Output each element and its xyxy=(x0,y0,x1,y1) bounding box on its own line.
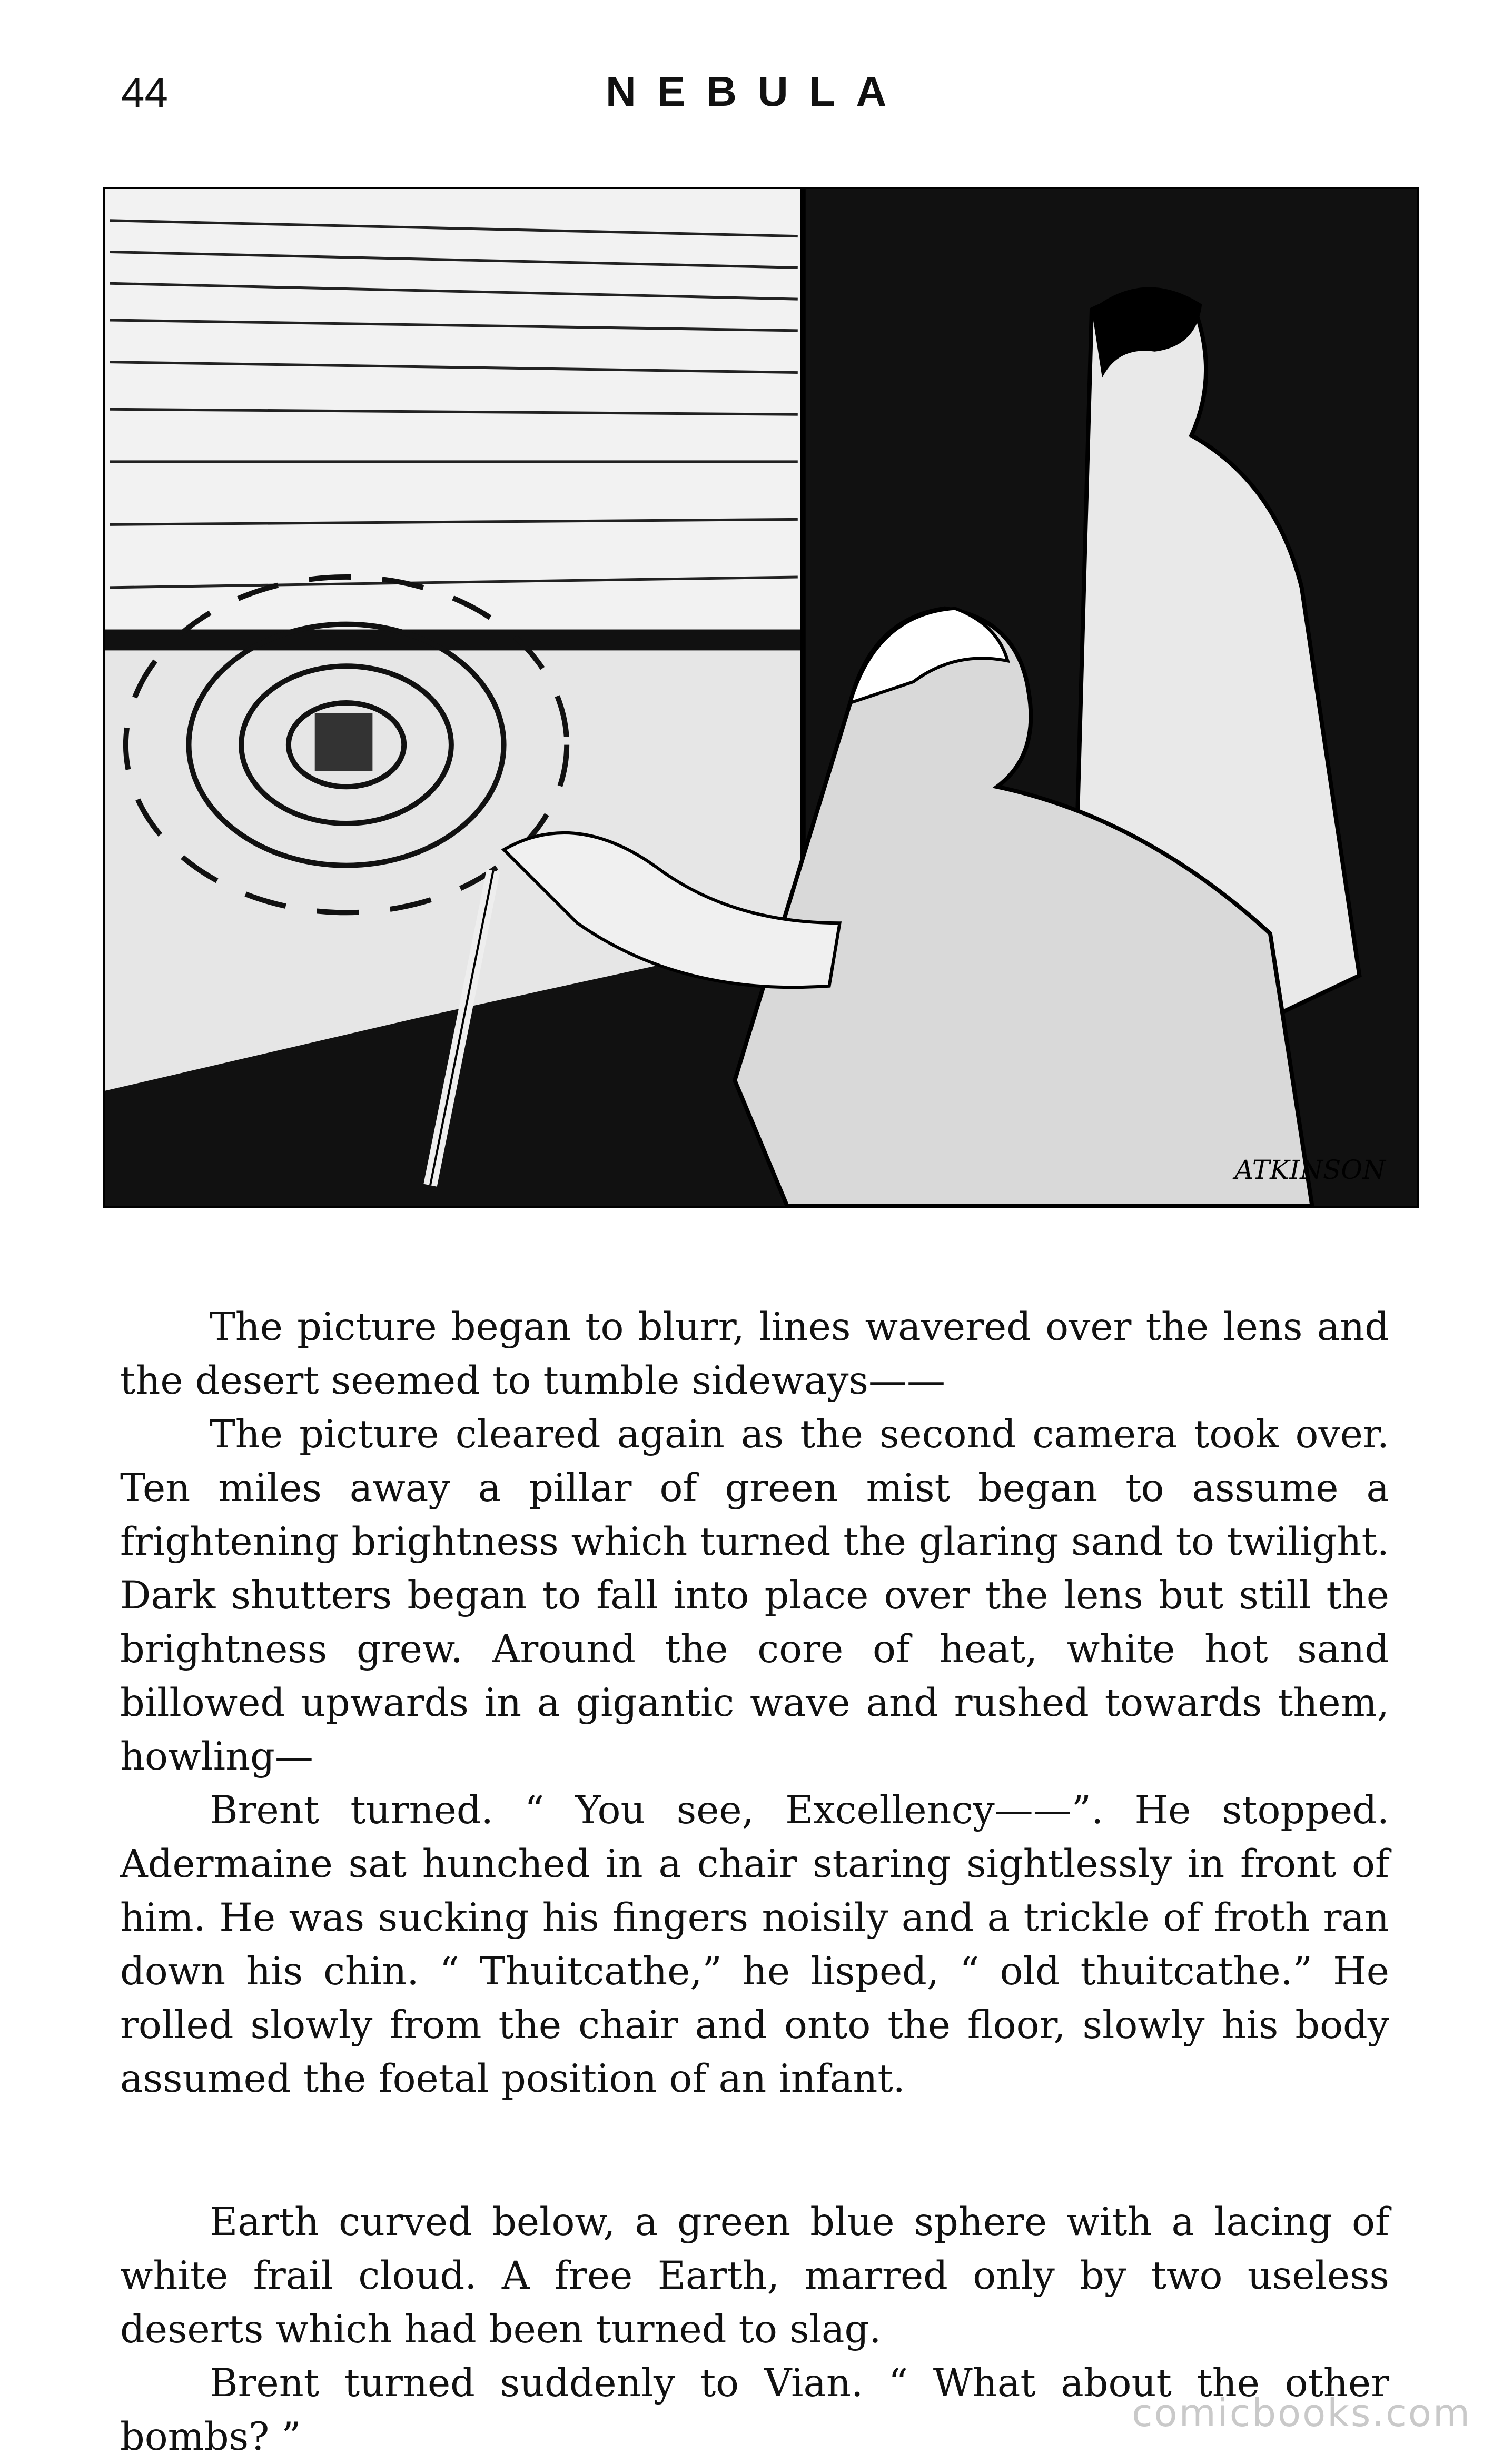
paragraph: The picture cleared again as the second camera took over. Ten miles away a pillar of green mist began to assume a frightening brightness which turned the glaring sand to twilight. Dark shutters began to fall into place over the lens but still the brightness grew. Around the core of heat, white hot sand billowed upwards in a gigantic wave and rushed towards them, howling— xyxy=(120,1412,1389,1779)
running-head-title: NEBULA xyxy=(606,68,908,115)
artist-signature: ATKINSON xyxy=(1234,1155,1386,1185)
story-illustration xyxy=(103,187,1419,1208)
paragraph: Brent turned suddenly to Vian. “ What about the other bombs? ” xyxy=(120,2361,1389,2459)
story-text xyxy=(120,1300,1389,2464)
page-number: 44 xyxy=(121,69,168,116)
watermark: comicbooks.com xyxy=(1131,2391,1471,2435)
paragraph: Brent turned. “ You see, Excellency——”. He stopped. Adermaine sat hunched in a chair staring sightlessly in front of him. He was sucking his fingers noisily and a trickle of froth ran down his chin. “ Thuitcathe,” he lisped, “ old thuitcathe.” He rolled slowly from the chair and onto the floor, slowly his body assumed the foetal position of an infant. xyxy=(120,1788,1389,2101)
section-break xyxy=(120,2106,1389,2195)
paragraph: The picture began to blurr, lines wavered over the lens and the desert seemed to tumble sideways—— xyxy=(120,1305,1389,1403)
illustration-drawing xyxy=(105,189,1417,1206)
paragraph: Earth curved below, a green blue sphere with a lacing of white frail cloud. A free Earth, marred only by two useless deserts which had been turned to slag. xyxy=(120,2200,1389,2352)
